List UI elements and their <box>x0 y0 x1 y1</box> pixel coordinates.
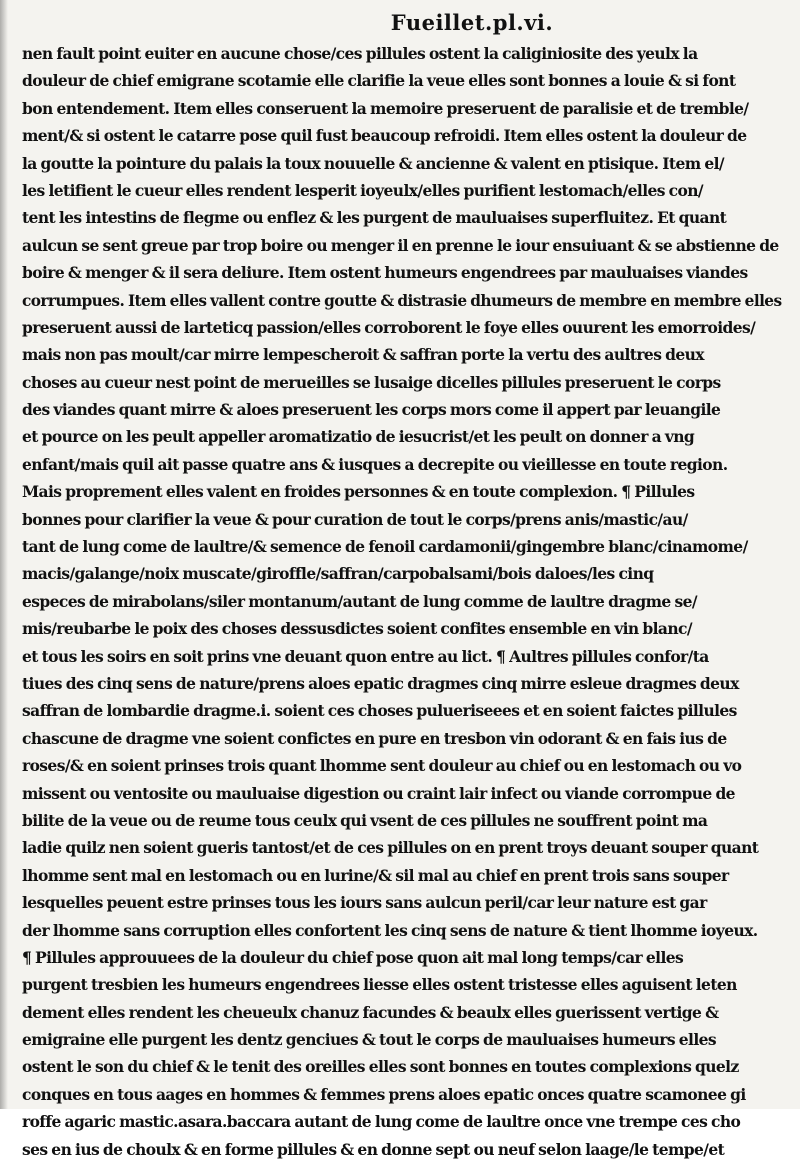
text-line: choses au cueur nest point de merueilles se lusaige dicelles pillules preseruent le corps <box>22 372 721 392</box>
text-line: missent ou ventosite ou mauluaise digestion ou craint lair infect ou viande corrompue de <box>22 783 735 803</box>
text-line: bonnes pour clarifier la veue & pour curation de tout le corps/prens anis/mastic/au/ <box>22 509 688 529</box>
text-line: conques en tous aages en hommes & femmes prens aloes epatic onces quatre scamonee gi <box>22 1084 746 1104</box>
text-line: saffran de lombardie dragme.i. soient ces choses pulueriseees et en soient faictes pillules <box>22 701 737 721</box>
text-line: purgent tresbien les humeurs engendrees liesse elles ostent tristesse elles aguisent leten <box>22 975 737 995</box>
text-line: der lhomme sans corruption elles confortent les cinq sens de nature & tient lhomme ioyeux. <box>22 920 758 940</box>
text-line: tent les intestins de flegme ou enflez & les purgent de mauluaises superfluitez. Et quant <box>22 208 727 228</box>
text-line: lesquelles peuent estre prinses tous les iours sans aulcun peril/car leur nature est gar <box>22 893 707 913</box>
text-line: tant de lung come de laultre/& semence de fenoil cardamonii/gingembre blanc/cinamome/ <box>22 537 748 557</box>
text-line: nen fault point euiter en aucune chose/ces pillules ostent la caliginiosite des yeulx la <box>22 44 698 63</box>
text-line: macis/galange/noix muscate/giroffle/saffran/carpobalsami/bois daloes/les cinq <box>22 564 654 584</box>
text-line: boire & menger & il sera deliure. Item ostent humeurs engendrees par mauluaises viandes <box>22 263 748 283</box>
text-line: enfant/mais quil ait passe quatre ans & iusques a decrepite ou vieillesse en toute region. <box>22 454 728 474</box>
text-line: ¶ Pillules approuuees de la douleur du chief pose quon ait mal long temps/car elles <box>22 947 684 967</box>
text-line: dement elles rendent les cheueulx chanuz facundes & beaulx elles guerissent vertige & <box>22 1002 719 1022</box>
text-line: ment/& si ostent le catarre pose quil fust beaucoup refroidi. Item elles ostent la douleur de <box>22 126 747 146</box>
text-line: ladie quilz nen soient gueris tantost/et de ces pillules on en prent troys deuant souper quant <box>22 838 759 858</box>
text-line: ostent le son du chief & le tenit des oreilles elles sont bonnes en toutes complexions quelz <box>22 1057 739 1077</box>
text-line: especes de mirabolans/siler montanum/autant de lung comme de laultre dragme se/ <box>22 591 697 611</box>
text-line: des viandes quant mirre & aloes preseruent les corps mors come il appert par leuangile <box>22 400 721 420</box>
text-line: la goutte la pointure du palais la toux nouuelle & ancienne & valent en ptisique. Item el/ <box>22 153 724 173</box>
text-line: mis/reubarbe le poix des choses dessusdictes soient confites ensemble en vin blanc/ <box>22 619 692 639</box>
text-line: et pource on les peult appeller aromatizatio de iesucrist/et les peult on donner a vng <box>22 427 695 447</box>
text-line: aulcun se sent greue par trop boire ou menger il en prenne le iour ensuiuant & se abstienne de <box>22 235 779 255</box>
text-line: roses/& en soient prinses trois quant lhomme sent douleur au chief ou en lestomach ou vo <box>22 756 742 776</box>
text-line: les letifient le cueur elles rendent lesperit ioyeulx/elles purifient lestomach/elles con/ <box>22 180 703 200</box>
text-line: chascune de dragme vne soient confictes en pure en tresbon vin odorant & en fais ius de <box>22 728 727 748</box>
text-line: corrumpues. Item elles vallent contre goutte & distrasie dhumeurs de membre en membre elles <box>22 290 782 310</box>
text-line: tiues des cinq sens de nature/prens aloes epatic dragmes cinq mirre esleue dragmes deux <box>22 673 739 693</box>
page-edge-shadow <box>0 0 8 1109</box>
text-line: et tous les soirs en soit prins vne deuant quon entre au lict. ¶ Aultres pillules confor/ta <box>22 646 709 666</box>
text-line: douleur de chief emigrane scotamie elle clarifie la veue elles sont bonnes a louie & si font <box>22 71 736 91</box>
text-line: preseruent aussi de larteticq passion/elles corroborent le foye elles ouurent les emorroides/ <box>22 317 756 337</box>
text-line: mais non pas moult/car mirre lempescheroit & saffran porte la vertu des aultres deux <box>22 345 704 365</box>
text-line: emigraine elle purgent les dentz genciues & tout le corps de mauluaises humeurs elles <box>22 1030 717 1050</box>
text-line: bilite de la veue ou de reume tous ceulx qui vsent de ces pillules ne souffrent point ma <box>22 810 708 830</box>
text-line: lhomme sent mal en lestomach ou en lurine/& sil mal au chief en prent trois sans souper <box>22 865 729 885</box>
folio-header: Fueillet.pl.vi. <box>390 10 554 35</box>
text-line: Mais proprement elles valent en froides personnes & en toute complexion. ¶ Pillules <box>22 482 695 502</box>
text-line: bon entendement. Item elles conseruent la memoire preseruent de paralisie et de tremble/ <box>22 98 749 118</box>
text-block <box>22 40 782 1163</box>
text-line: ses en ius de choulx & en forme pillules & en donne sept ou neuf selon laage/le tempe/et <box>22 1139 725 1159</box>
text-line: roffe agaric mastic.asara.baccara autant de lung come de laultre once vne trempe ces cho <box>22 1112 741 1132</box>
